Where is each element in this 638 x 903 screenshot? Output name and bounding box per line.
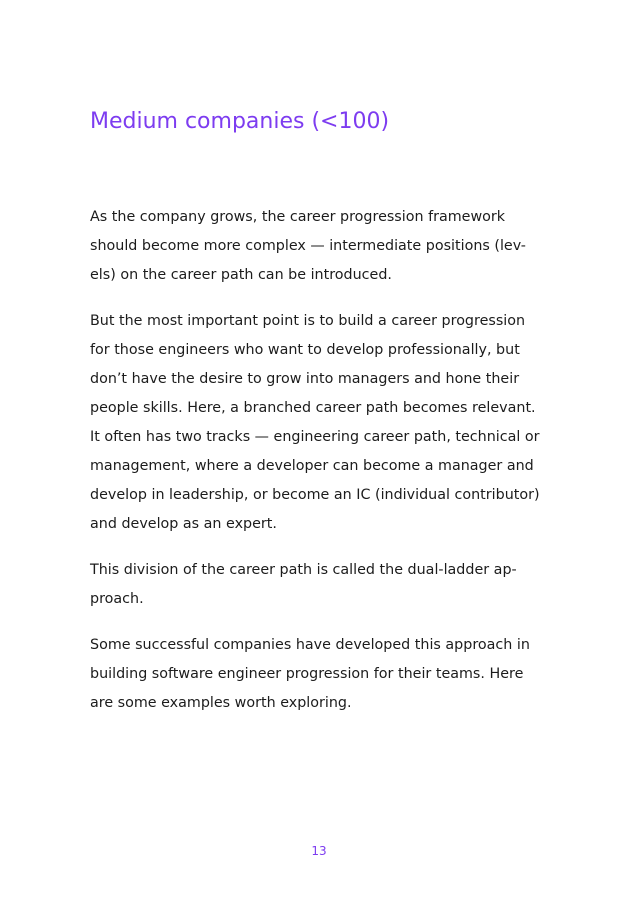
text-line: people skills. Here, a branched career path becomes relevant. bbox=[90, 400, 536, 416]
paragraph bbox=[90, 631, 562, 718]
paragraph bbox=[90, 556, 562, 614]
page-number: 13 bbox=[311, 844, 327, 858]
text-line: should become more complex — intermediate positions (lev- bbox=[90, 238, 526, 254]
text-line: But the most important point is to build a career progression bbox=[90, 313, 526, 329]
text-line: proach. bbox=[90, 591, 144, 607]
text-line: management, where a developer can become a manager and bbox=[90, 458, 534, 474]
text-line: are some examples worth exploring. bbox=[90, 695, 352, 711]
text-line: don’t have the desire to grow into managers and hone their bbox=[90, 371, 520, 387]
text-line: for those engineers who want to develop professionally, but bbox=[90, 342, 520, 358]
text-line: building software engineer progression for their teams. Here bbox=[90, 666, 524, 682]
text-line: This division of the career path is called the dual-ladder ap- bbox=[90, 562, 517, 578]
section-heading: Medium companies (<100) bbox=[90, 109, 390, 134]
text-line: Some successful companies have developed this approach in bbox=[90, 637, 530, 653]
text-line: develop in leadership, or become an IC (individual contributor) bbox=[90, 487, 540, 503]
text-line: els) on the career path can be introduced. bbox=[90, 267, 392, 283]
text-line: and develop as an expert. bbox=[90, 516, 277, 532]
text-line: It often has two tracks — engineering career path, technical or bbox=[90, 429, 540, 445]
paragraph bbox=[90, 203, 562, 290]
text-line: As the company grows, the career progression framework bbox=[90, 209, 506, 225]
paragraph bbox=[90, 307, 562, 539]
body-text bbox=[90, 203, 562, 735]
